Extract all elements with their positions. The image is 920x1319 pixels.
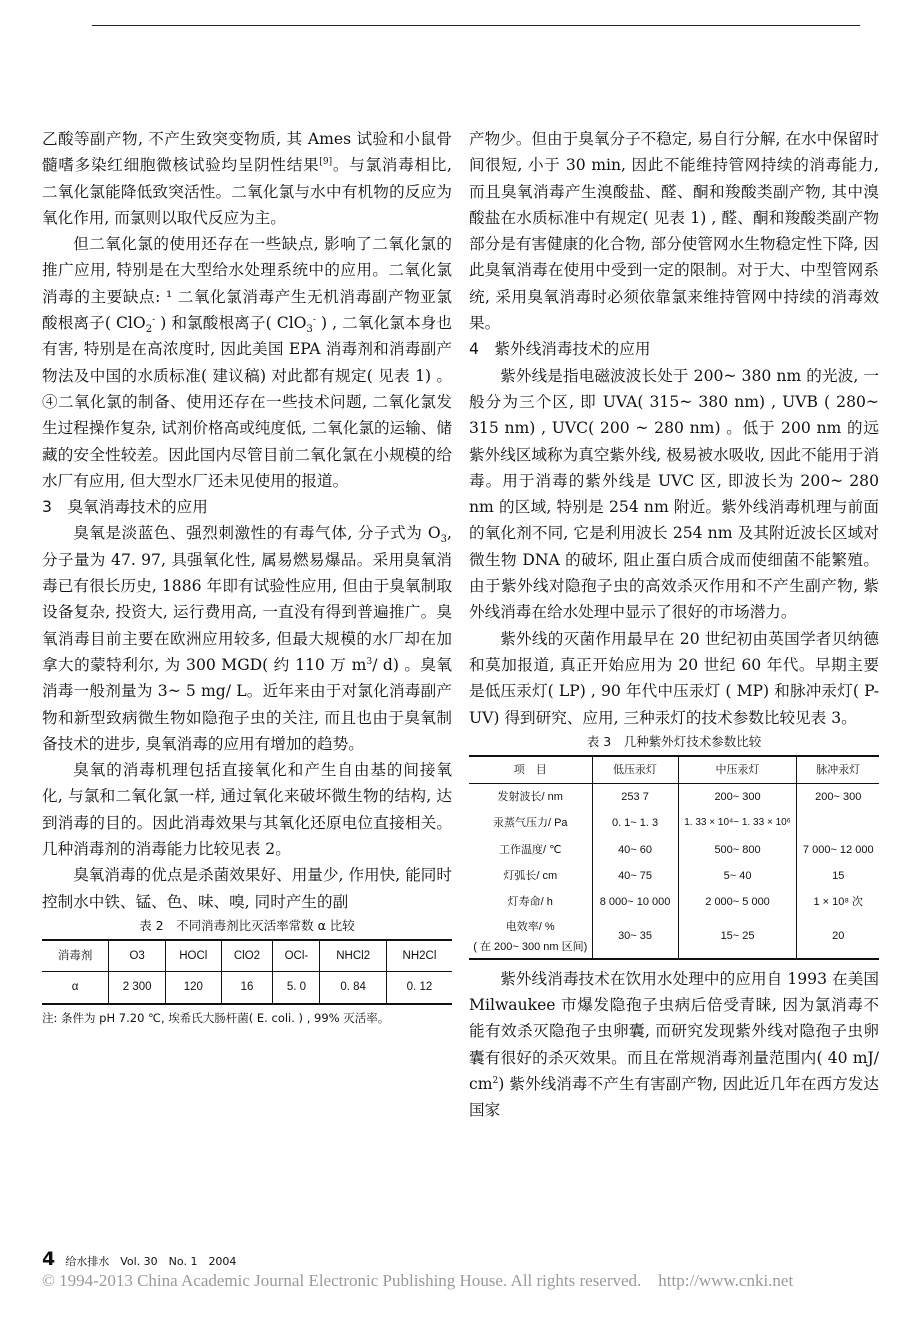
table-cell: 30~ 35 bbox=[592, 916, 678, 959]
paragraph bbox=[469, 966, 879, 1124]
row-label: 灯寿命/ h bbox=[507, 896, 553, 909]
table-cell: 5. 0 bbox=[273, 972, 320, 1004]
row-label: 汞蒸气压力/ Pa bbox=[492, 817, 568, 830]
table-cell: 7 000~ 12 000 bbox=[797, 837, 879, 863]
table-row bbox=[469, 784, 879, 811]
row-label-line: ( 在 200~ 300 nm 区间) bbox=[473, 940, 588, 953]
text: 乙酸等副产物, 不产生致突变物质, 其 Ames 试验和小鼠骨髓嗜多染红细胞微核试验均呈阴性结果 bbox=[42, 130, 452, 175]
superscript: - bbox=[152, 314, 156, 325]
table-cell: 2 000~ 5 000 bbox=[678, 889, 797, 915]
text: / d) 。臭氧消毒一般剂量为 3~ 5 mg/ L。近年来由于对氯化消毒副产物和新型致病微生物如隐孢子虫的关注, 而且也由于臭氧制备技术的进步, 臭氧消毒的应用有增加的趋势。 bbox=[42, 655, 452, 753]
table-row bbox=[469, 810, 879, 836]
table-header-row bbox=[469, 756, 879, 784]
header-rule bbox=[92, 25, 860, 26]
text: 臭氧是淡蓝色、强烈刺激性的有毒气体, 分子式为 O bbox=[73, 524, 441, 543]
table-cell: 8 000~ 10 000 bbox=[592, 889, 678, 915]
text: , 分子量为 47. 97, 具强氧化性, 属易燃易爆品。采用臭氧消毒已有很长历史, 1886 年即有试验性应用, 但由于臭氧制取设备复杂, 投资大, 运行费用高, 一直没有得到普遍推广。臭氧消毒目前主要在欧洲应用较多, 但最大规模的水厂却在加拿大的蒙特利尔, 为 300 MGD( 约 110 万 m bbox=[42, 524, 452, 674]
table-cell: 0. 12 bbox=[386, 972, 452, 1004]
table-note: 注: 条件为 pH 7.20 ℃, 埃希氏大肠杆菌( E. coli. ) , 99% 灭活率。 bbox=[42, 1010, 390, 1025]
table-cell: 0. 1~ 1. 3 bbox=[592, 810, 678, 836]
superscript: 3 bbox=[366, 656, 373, 667]
row-label: 灯弧长/ cm bbox=[503, 870, 558, 883]
table-cell: 0. 84 bbox=[320, 972, 387, 1004]
paragraph: 紫外线是指电磁波波长处于 200~ 380 nm 的光波, 一般分为三个区, 即 UVA( 315~ 380 nm) , UVB ( 280~ 315 nm) , UVC( 200 ~ 280 nm) 。低于 200 nm 的远紫外线区域称为真空紫外线, 极易被水吸收, 因此不能用于消毒。用于消毒的紫外线是 UVC 区, 即波长为 200~ 280 nm 的区域, 特别是 254 nm 附近。紫外线消毒机理与前面的氧化剂不同, 它是利用波长 254 nm 及其附近波长区域对微生物 DNA 的破坏, 阻止蛋白质合成而使细菌不能繁殖。由于紫外线对隐孢子虫的高效杀灭作用和不产生副产物, 紫外线消毒在给水处理中显示了很好的市场潜力。 bbox=[469, 366, 879, 622]
journal-info: 给水排水 Vol. 30 No. 1 2004 bbox=[65, 1255, 237, 1268]
table-cell: 120 bbox=[166, 972, 222, 1004]
table-caption: 表 3 几种紫外灯技术参数比较 bbox=[586, 733, 762, 749]
table-header-row bbox=[42, 940, 452, 972]
text: 。与氯消毒相比, 二氧化氯能降低致突活性。二氧化氯与水中有机物的反应为氧化作用, 而氯则以取代反应为主。 bbox=[42, 156, 452, 227]
table-row bbox=[469, 889, 879, 915]
table-cell: 2 300 bbox=[109, 972, 166, 1004]
header-cell: NH2Cl bbox=[386, 940, 452, 972]
subscript: 3 bbox=[440, 534, 448, 546]
citation-ref: [9] bbox=[319, 157, 333, 168]
row-label bbox=[469, 916, 592, 959]
superscript: 2 bbox=[492, 1075, 499, 1086]
paragraph bbox=[42, 231, 452, 494]
text: 紫外线消毒技术在饮用水处理中的应用自 1993 在美国 Milwaukee 市爆发隐孢子虫病后倍受青睐, 因为氯消毒不能有效杀灭隐孢子虫卵囊, 而研究发现紫外线对隐孢子虫卵囊有很好的杀灭效果。而且在常规消毒剂量范围内( 40 mJ/ cm bbox=[469, 969, 879, 1093]
table-cell: 1 × 10⁸ 次 bbox=[797, 889, 879, 915]
header-cell: OCl- bbox=[273, 940, 320, 972]
table-cell: 500~ 800 bbox=[678, 837, 797, 863]
text: ) 紫外线消毒不产生有害副产物, 因此近几年在西方发达国家 bbox=[469, 1074, 879, 1120]
table-cell: 40~ 75 bbox=[592, 863, 678, 889]
section-heading: 3 臭氧消毒技术的应用 bbox=[42, 498, 208, 517]
subscript: 3 bbox=[306, 324, 313, 336]
paragraph: 产物少。但由于臭氧分子不稳定, 易自行分解, 在水中保留时间很短, 小于 30 min, 因此不能维持管网持续的消毒能力, 而且臭氧消毒产生溴酸盐、醛、酮和羧酸类副产物, 其中溴酸盐在水质标准中有规定( 见表 1) , 醛、酮和羧酸类副产物部分是有害健康的化合物, 部分使管网水生物稳定性下降, 因此臭氧消毒在使用中受到一定的限制。对于大、中型管网系统, 采用臭氧消毒时必须依靠氯来维持管网中持续的消毒效果。 bbox=[469, 130, 879, 333]
table-cell: 5~ 40 bbox=[678, 863, 797, 889]
header-cell: ClO2 bbox=[221, 940, 273, 972]
paragraph bbox=[42, 126, 452, 231]
text: ) 和氯酸根离子( ClO bbox=[155, 314, 307, 333]
header-cell: 中压汞灯 bbox=[678, 756, 797, 784]
paragraph: 臭氧的消毒机理包括直接氧化和产生自由基的间接氧化, 与氯和二氧化氯一样, 通过氧化来破坏微生物的结构, 达到消毒的目的。因此消毒效果与其氧化还原电位直接相关。几种消毒剂的消毒能力比较见表 2。 bbox=[42, 761, 452, 859]
table-cell: 15 bbox=[797, 863, 879, 889]
table-row bbox=[469, 863, 879, 889]
left-column bbox=[42, 126, 452, 1027]
copyright-watermark: © 1994-2013 China Academic Journal Electronic Publishing House. All rights reserved. http://www.cnki.net bbox=[42, 1271, 794, 1290]
header-cell: 消毒剂 bbox=[42, 940, 109, 972]
row-label: α bbox=[71, 981, 79, 994]
table-cell: 20 bbox=[797, 916, 879, 959]
table-cell: 15~ 25 bbox=[678, 916, 797, 959]
table-cell: 1. 33 × 10⁴~ 1. 33 × 10⁶ bbox=[678, 810, 797, 836]
table-row bbox=[469, 837, 879, 863]
table-cell: 40~ 60 bbox=[592, 837, 678, 863]
section-heading: 4 紫外线消毒技术的应用 bbox=[469, 340, 651, 359]
page-number: 4 bbox=[42, 1248, 56, 1270]
header-cell: NHCl2 bbox=[320, 940, 387, 972]
text: 但二氧化氯的使用还存在一些缺点, 影响了二氧化氯的推广应用, 特别是在大型给水处理系统中的应用。二氧化氯消毒的主要缺点: ¹ 二氧化氯消毒产生无机消毒副产物亚氯酸根离子( ClO bbox=[42, 235, 452, 333]
paragraph: 臭氧消毒的优点是杀菌效果好、用量少, 作用快, 能同时控制水中铁、锰、色、味、嗅, 同时产生的副 bbox=[42, 866, 452, 911]
table-cell: 200~ 300 bbox=[797, 784, 879, 811]
header-cell: 脉冲汞灯 bbox=[797, 756, 879, 784]
superscript: - bbox=[312, 314, 316, 325]
table-caption: 表 2 不同消毒剂比灭活率常数 α 比较 bbox=[139, 917, 355, 933]
row-label: 工作温度/ ℃ bbox=[499, 843, 562, 856]
table-cell bbox=[797, 810, 879, 836]
subscript: 2 bbox=[145, 324, 153, 336]
table-2 bbox=[42, 939, 452, 1005]
row-label-line: 电效率/ % bbox=[505, 920, 555, 933]
header-cell: 低压汞灯 bbox=[592, 756, 678, 784]
table-cell: 16 bbox=[221, 972, 273, 1004]
right-column bbox=[469, 126, 879, 1123]
table-cell: 253 7 bbox=[592, 784, 678, 811]
table-row bbox=[42, 972, 452, 1004]
row-label: 发射波长/ nm bbox=[497, 791, 563, 804]
table-3 bbox=[469, 755, 879, 960]
table-cell: 200~ 300 bbox=[678, 784, 797, 811]
paragraph bbox=[42, 520, 452, 757]
header-cell: 项 目 bbox=[469, 756, 592, 784]
header-cell: O3 bbox=[109, 940, 166, 972]
table-row bbox=[469, 916, 879, 959]
paragraph: 紫外线的灭菌作用最早在 20 世纪初由英国学者贝纳德和莫加报道, 真正开始应用为 20 世纪 60 年代。早期主要是低压汞灯( LP) , 90 年代中压汞灯 ( MP) 和脉冲汞灯( P- UV) 得到研究、应用, 三种汞灯的技术参数比较见表 3。 bbox=[469, 629, 879, 727]
text: ) , 二氧化氯本身也有害, 特别是在高浓度时, 因此美国 EPA 消毒剂和消毒副产物法及中国的水质标准( 建议稿) 对此都有规定( 见表 1) 。④二氧化氯的制备、使用还存在一些技术问题, 二氧化氯发生过程操作复杂, 试剂价格高或纯度低, 二氧化氯的运输、储藏的安全性较差。因此国内尽管目前二氧化氯在小规模的给水厂有应用, 但大型水厂还未见使用的报道。 bbox=[42, 314, 452, 490]
header-cell: HOCl bbox=[166, 940, 222, 972]
